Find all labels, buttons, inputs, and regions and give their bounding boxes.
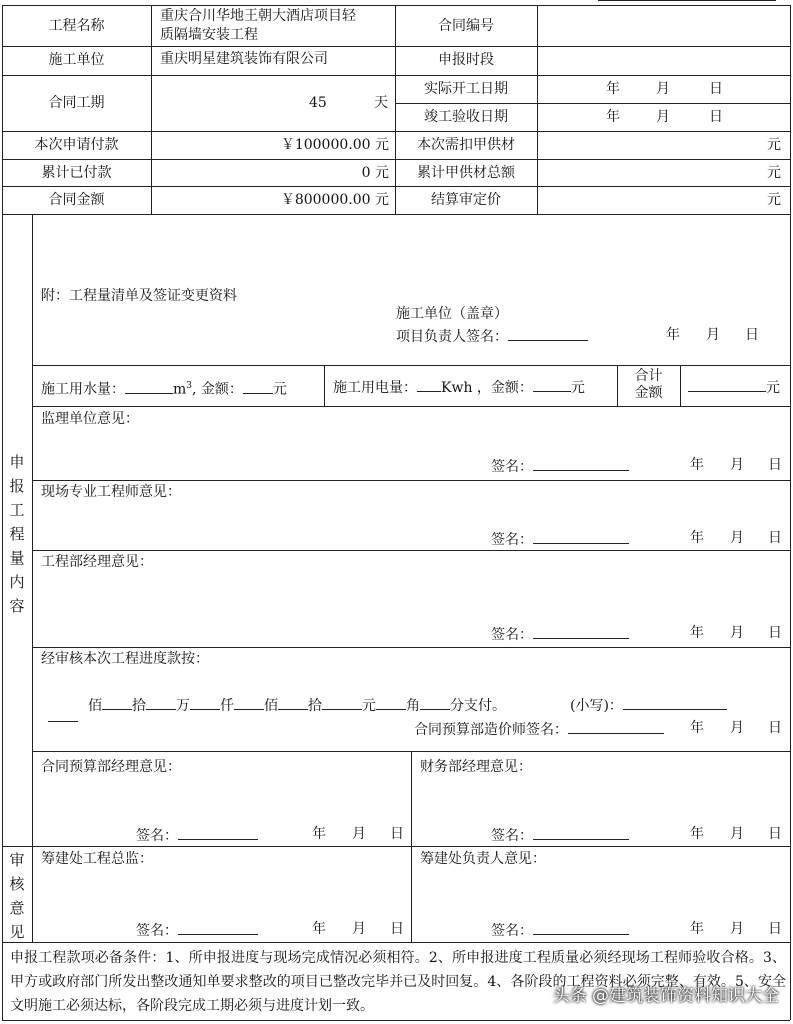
director-opinion-label: 筹建处负责人意见： <box>420 851 546 867</box>
supplied-total-label: 累计甲供材总额 <box>417 165 515 181</box>
current-request-value: ￥100000.00 元 <box>280 137 389 153</box>
chief-engineer-opinion-label: 筹建处工程总监： <box>41 851 153 867</box>
progress-lowercase: (小写)： <box>570 695 727 715</box>
total-amount: 元 <box>688 377 780 397</box>
progress-review-label: 经审核本次工程进度款按： <box>41 651 209 667</box>
duration-label: 合同工期 <box>48 95 105 111</box>
budget-manager-year: 年 <box>312 826 326 842</box>
site-engineer-sign-line[interactable] <box>533 529 629 544</box>
blank-wan[interactable] <box>190 695 220 710</box>
finance-manager-sign-line[interactable] <box>533 825 629 840</box>
supervision-day: 日 <box>768 457 782 473</box>
pm-year: 年 <box>666 327 680 343</box>
completion-month: 月 <box>656 109 670 125</box>
pm-month: 月 <box>706 327 720 343</box>
current-deduct-label: 本次需扣甲供材 <box>417 137 515 153</box>
director-sign-line[interactable] <box>533 920 629 935</box>
pm-signature: 项目负责人签名： <box>396 326 588 346</box>
settlement-unit: 元 <box>767 192 781 208</box>
paid-total-value: 0 元 <box>361 165 389 181</box>
finance-manager-opinion-label: 财务部经理意见： <box>420 759 532 775</box>
watermark: 头条 @建筑装饰资料知识大全 <box>552 986 779 1006</box>
chief-engineer-sign: 签名： <box>136 920 258 940</box>
blank-qian[interactable] <box>234 695 264 710</box>
budget-manager-sign-line[interactable] <box>178 825 258 840</box>
completion-year: 年 <box>606 109 620 125</box>
chief-engineer-day: 日 <box>390 921 404 937</box>
finance-manager-month: 月 <box>730 826 744 842</box>
supervision-opinion-label: 监理单位意见： <box>41 411 139 427</box>
site-engineer-day: 日 <box>768 530 782 546</box>
paid-total-label: 累计已付款 <box>41 165 112 181</box>
total-amount-blank[interactable] <box>688 377 766 392</box>
budget-engineer-sign-line[interactable] <box>568 719 664 734</box>
site-engineer-sign: 签名： <box>491 529 629 549</box>
project-name-label: 工程名称 <box>48 18 105 34</box>
start-date-label: 实际开工日期 <box>424 81 508 97</box>
budget-manager-month: 月 <box>352 826 366 842</box>
water-amount-blank[interactable] <box>243 379 273 394</box>
budget-manager-day: 日 <box>390 826 404 842</box>
budget-engineer-sign: 合同预算部造价师签名： <box>414 719 664 739</box>
contractor-label: 施工单位 <box>48 52 105 68</box>
dept-manager-month: 月 <box>730 625 744 641</box>
contractor-seal: 施工单位（盖章） <box>396 306 508 322</box>
director-day: 日 <box>768 921 782 937</box>
supervision-month: 月 <box>730 457 744 473</box>
power-amount-blank[interactable] <box>533 377 571 392</box>
lowercase-amount-blank[interactable] <box>623 695 727 710</box>
supervision-sign-line[interactable] <box>533 456 629 471</box>
blank-fen[interactable] <box>420 695 450 710</box>
dept-manager-day: 日 <box>768 625 782 641</box>
progress-amount-words: 佰 拾 万 仟 佰 拾 元 角 分支付。 <box>88 695 506 715</box>
supplied-total-unit: 元 <box>767 165 781 181</box>
site-engineer-month: 月 <box>730 530 744 546</box>
chief-engineer-year: 年 <box>312 921 326 937</box>
site-engineer-opinion-label: 现场专业工程师意见： <box>41 484 181 500</box>
supervision-sign: 签名： <box>491 456 629 476</box>
finance-manager-sign: 签名： <box>491 825 629 845</box>
power-usage: 施工用电量： Kwh ，金额： 元 <box>333 377 585 397</box>
contract-no-label: 合同编号 <box>438 18 494 34</box>
start-year: 年 <box>606 81 620 97</box>
blank-shi[interactable] <box>146 695 176 710</box>
start-month: 月 <box>656 81 670 97</box>
site-engineer-year: 年 <box>690 530 704 546</box>
project-name-value: 重庆合川华地王朝大酒店项目轻 <box>160 8 356 24</box>
attachment-note: 附：工程量清单及签证变更资料 <box>41 288 237 304</box>
contractor-value: 重庆明星建筑装饰有限公司 <box>160 51 328 67</box>
period-label: 申报时段 <box>438 52 494 68</box>
supervision-year: 年 <box>690 457 704 473</box>
progress-overflow-line <box>48 721 78 722</box>
chief-engineer-month: 月 <box>352 921 366 937</box>
blank-bai2[interactable] <box>278 695 308 710</box>
contract-amount-label: 合同金额 <box>48 192 105 208</box>
dept-manager-year: 年 <box>690 625 704 641</box>
current-request-label: 本次申请付款 <box>34 137 119 153</box>
director-year: 年 <box>690 921 704 937</box>
contract-amount-value: ￥800000.00 元 <box>280 192 389 208</box>
finance-manager-day: 日 <box>768 826 782 842</box>
budget-engineer-year: 年 <box>690 720 704 736</box>
budget-manager-sign: 签名： <box>136 825 258 845</box>
dept-manager-opinion-label: 工程部经理意见： <box>41 554 153 570</box>
blank-jiao[interactable] <box>376 695 406 710</box>
duration-value: 45 <box>309 95 327 111</box>
director-sign: 签名： <box>491 920 629 940</box>
pm-day: 日 <box>745 327 759 343</box>
current-deduct-unit: 元 <box>767 137 781 153</box>
budget-engineer-day: 日 <box>768 720 782 736</box>
completion-day: 日 <box>709 109 723 125</box>
total-amount-label: 合计 金额 <box>634 368 663 401</box>
water-usage: 施工用水量： $m^3$, 金额： 元 <box>41 377 287 399</box>
water-usage-blank[interactable] <box>125 379 173 394</box>
declaration-side-label: 申 报 工 程 量 内 容 <box>9 453 25 615</box>
chief-engineer-sign-line[interactable] <box>178 920 258 935</box>
power-usage-blank[interactable] <box>417 377 441 392</box>
payment-conditions: 申报工程款项必备条件：1、所申报进度与现场完成情况必须相符。2、所申报进度工程质量必须经现场工程师验收合格。3、甲方或政府部门所发出整改通知单要求整改的项目已整改完毕并已及时回复。4、各阶段的工程资料必须完整、有效。5、安全文明施工必须达标，各阶段完成工期必须与进度计划一致。 <box>10 950 786 1014</box>
dept-manager-sign-line[interactable] <box>533 624 629 639</box>
budget-engineer-month: 月 <box>730 720 744 736</box>
duration-unit: 天 <box>374 95 388 111</box>
finance-manager-year: 年 <box>690 826 704 842</box>
start-day: 日 <box>709 81 723 97</box>
blank-bai[interactable] <box>102 695 132 710</box>
project-name-value-line2: 质隔墙安装工程 <box>160 27 258 43</box>
pm-signature-line[interactable] <box>508 326 588 341</box>
settlement-label: 结算审定价 <box>431 192 501 208</box>
budget-manager-opinion-label: 合同预算部经理意见： <box>41 759 181 775</box>
director-month: 月 <box>730 921 744 937</box>
completion-date-label: 竣工验收日期 <box>424 109 508 125</box>
review-side-label: 审 核 意 见 <box>9 851 25 941</box>
blank-shi2[interactable] <box>322 695 362 710</box>
dept-manager-sign: 签名： <box>491 624 629 644</box>
